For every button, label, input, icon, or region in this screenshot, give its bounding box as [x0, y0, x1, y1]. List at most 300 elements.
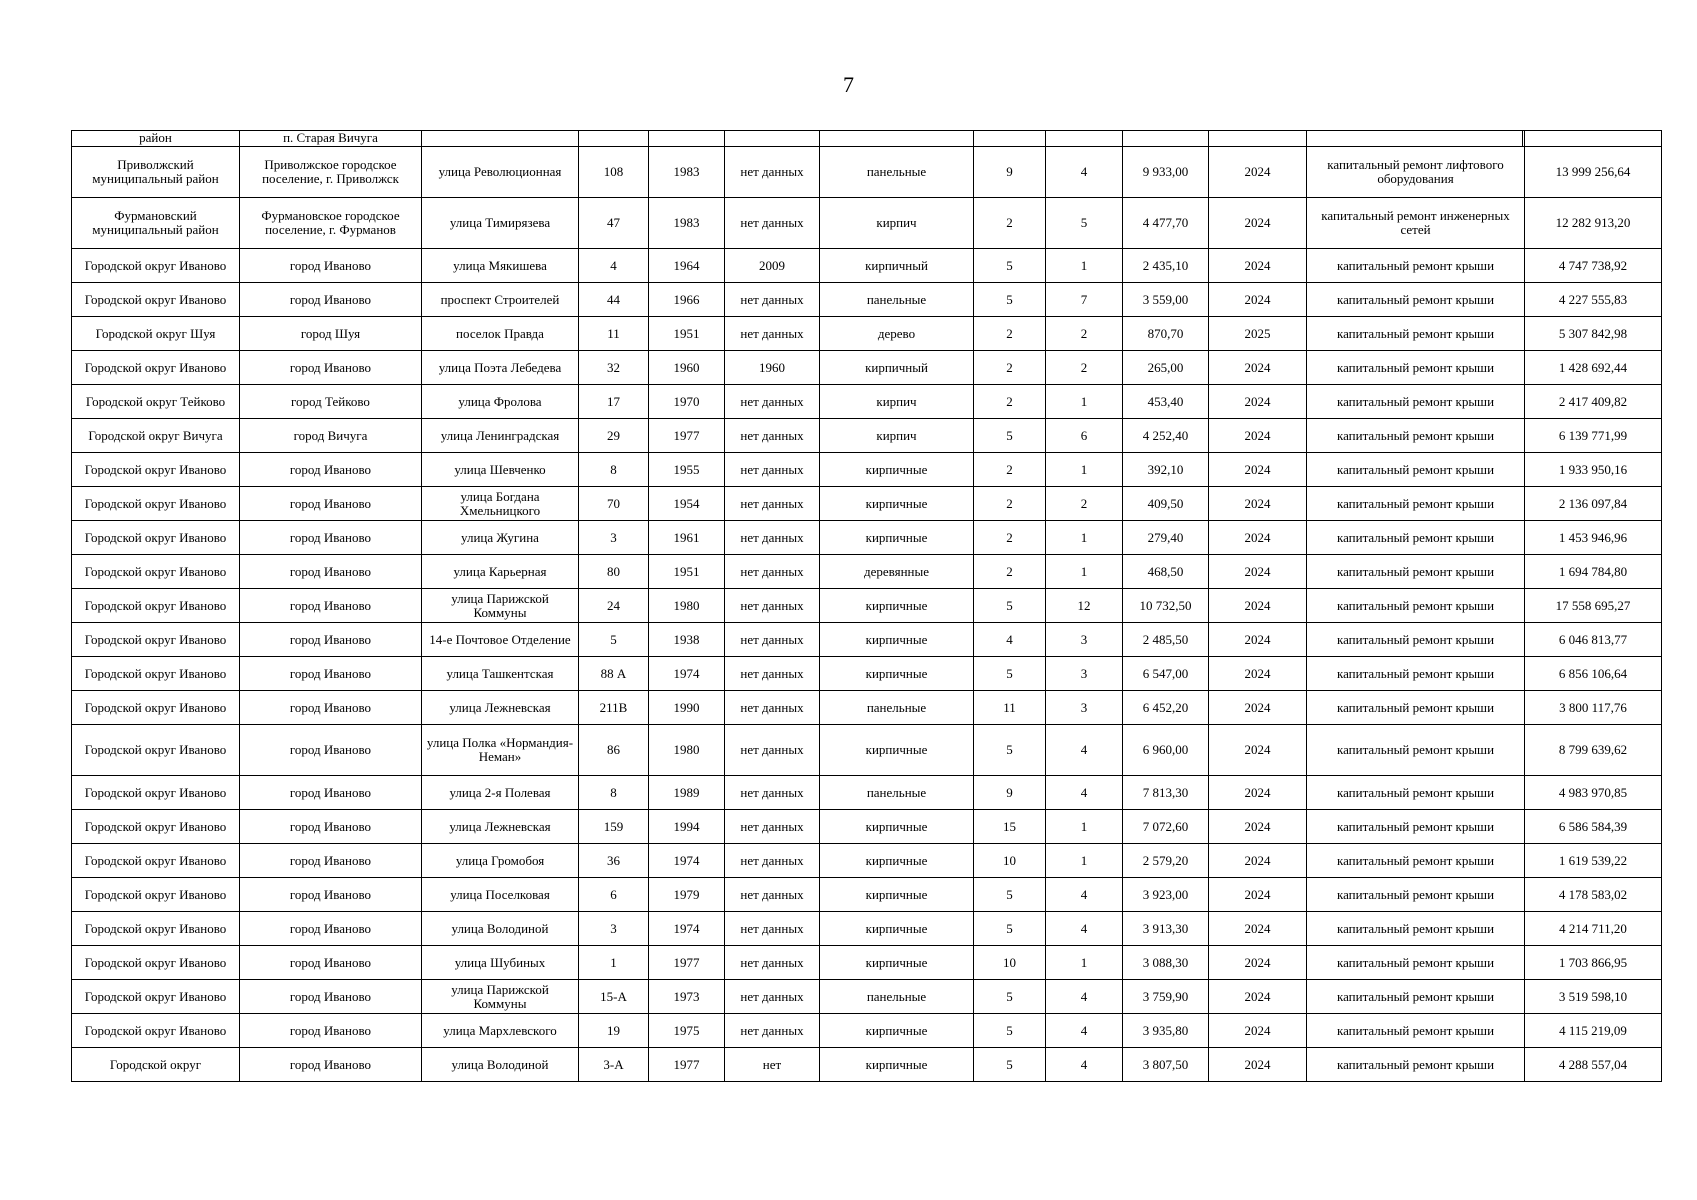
- table-cell: 4 983 970,85: [1525, 776, 1662, 810]
- table-cell: капитальный ремонт крыши: [1307, 555, 1525, 589]
- table-cell: улица Парижской Коммуны: [422, 589, 579, 623]
- table-cell: 2: [1046, 487, 1123, 521]
- table-cell: капитальный ремонт крыши: [1307, 878, 1525, 912]
- table-cell: 870,70: [1123, 317, 1209, 351]
- table-cell: 6: [1046, 419, 1123, 453]
- table-cell: 3: [1046, 657, 1123, 691]
- table-cell: 6 452,20: [1123, 691, 1209, 725]
- table-cell: 3 088,30: [1123, 946, 1209, 980]
- table-cell: капитальный ремонт крыши: [1307, 946, 1525, 980]
- table-cell: 1: [1046, 810, 1123, 844]
- table-cell: 2: [974, 198, 1046, 249]
- table-cell: [725, 131, 820, 147]
- table-cell: 265,00: [1123, 351, 1209, 385]
- table-cell: Приволжское городское поселение, г. Приволжск: [240, 147, 422, 198]
- table-cell: город Иваново: [240, 589, 422, 623]
- table-cell: капитальный ремонт крыши: [1307, 844, 1525, 878]
- table-cell: 2: [974, 351, 1046, 385]
- table-cell: нет данных: [725, 147, 820, 198]
- table-cell: капитальный ремонт крыши: [1307, 487, 1525, 521]
- table-cell: 1977: [649, 946, 725, 980]
- table-cell: 29: [579, 419, 649, 453]
- table-cell: 2024: [1209, 487, 1307, 521]
- table-cell: 2: [1046, 317, 1123, 351]
- table-cell: 5: [974, 878, 1046, 912]
- table-cell: 10: [974, 844, 1046, 878]
- table-cell: [974, 131, 1046, 147]
- table-cell: 4: [579, 249, 649, 283]
- table-cell: улица Поселковая: [422, 878, 579, 912]
- table-cell: кирпичные: [820, 589, 974, 623]
- table-cell: город Тейково: [240, 385, 422, 419]
- table-cell: улица Тимирязева: [422, 198, 579, 249]
- table-cell: 1964: [649, 249, 725, 283]
- table-cell: Городской округ Иваново: [72, 725, 240, 776]
- table-cell: 1974: [649, 657, 725, 691]
- table-cell: Городской округ Иваново: [72, 878, 240, 912]
- table-cell: город Иваново: [240, 487, 422, 521]
- table-cell: 4: [1046, 1014, 1123, 1048]
- table-cell: 2024: [1209, 912, 1307, 946]
- table-cell: 1977: [649, 1048, 725, 1082]
- table-row: [72, 844, 1662, 878]
- table-cell: 1938: [649, 623, 725, 657]
- table-cell: 2 579,20: [1123, 844, 1209, 878]
- table-cell: улица Лежневская: [422, 810, 579, 844]
- table-cell: кирпичные: [820, 487, 974, 521]
- table-cell: капитальный ремонт крыши: [1307, 419, 1525, 453]
- table-cell: кирпичные: [820, 844, 974, 878]
- table-cell: 2024: [1209, 691, 1307, 725]
- table-cell: 1960: [725, 351, 820, 385]
- table-cell: [422, 131, 579, 147]
- table-row: [72, 657, 1662, 691]
- table-cell: улица Полка «Нормандия-Неман»: [422, 725, 579, 776]
- table-cell: нет данных: [725, 555, 820, 589]
- table-cell: нет данных: [725, 946, 820, 980]
- table-cell: 5: [974, 589, 1046, 623]
- table-cell: город Иваново: [240, 810, 422, 844]
- table-cell: поселок Правда: [422, 317, 579, 351]
- table-row: [72, 776, 1662, 810]
- housing-repair-table: [71, 130, 1662, 1082]
- table-cell: 2: [1046, 351, 1123, 385]
- table-cell: Городской округ Шуя: [72, 317, 240, 351]
- table-cell: улица Фролова: [422, 385, 579, 419]
- table-cell: 7: [1046, 283, 1123, 317]
- table-cell: 10: [974, 946, 1046, 980]
- table-cell: улица Жугина: [422, 521, 579, 555]
- table-cell: 8: [579, 776, 649, 810]
- table-cell: 3 935,80: [1123, 1014, 1209, 1048]
- table-cell: 4: [1046, 912, 1123, 946]
- table-cell: [579, 131, 649, 147]
- table-cell: 4: [1046, 776, 1123, 810]
- table-cell: кирпичные: [820, 521, 974, 555]
- table-cell: город Иваново: [240, 623, 422, 657]
- table-cell: капитальный ремонт крыши: [1307, 691, 1525, 725]
- table-cell: улица Громобоя: [422, 844, 579, 878]
- table-cell: город Иваново: [240, 844, 422, 878]
- table-cell: 1994: [649, 810, 725, 844]
- table-cell: дерево: [820, 317, 974, 351]
- table-row-continued: [72, 131, 1662, 147]
- table-cell: Городской округ Иваново: [72, 623, 240, 657]
- table-cell: город Иваново: [240, 878, 422, 912]
- table-cell: 2: [974, 453, 1046, 487]
- table-cell: 9: [974, 147, 1046, 198]
- table-cell: Городской округ Иваново: [72, 946, 240, 980]
- table-cell: 5: [974, 283, 1046, 317]
- table-cell: нет данных: [725, 623, 820, 657]
- table-cell: 5: [974, 1048, 1046, 1082]
- table-cell: 2024: [1209, 946, 1307, 980]
- table-cell: 4: [1046, 878, 1123, 912]
- table-cell: кирпич: [820, 385, 974, 419]
- table-cell: 1989: [649, 776, 725, 810]
- table-cell: 5: [579, 623, 649, 657]
- table-cell: 11: [579, 317, 649, 351]
- table-cell: 12: [1046, 589, 1123, 623]
- table-cell: 24: [579, 589, 649, 623]
- table-cell: 15: [974, 810, 1046, 844]
- table-cell: улица Шевченко: [422, 453, 579, 487]
- table-cell: 1983: [649, 198, 725, 249]
- table-cell: улица Володиной: [422, 1048, 579, 1082]
- table-cell: деревянные: [820, 555, 974, 589]
- table-cell: 4 214 711,20: [1525, 912, 1662, 946]
- table-cell: нет данных: [725, 487, 820, 521]
- table-row: [72, 980, 1662, 1014]
- table-cell: улица Володиной: [422, 912, 579, 946]
- table-cell: 2024: [1209, 980, 1307, 1014]
- table-cell: кирпичные: [820, 725, 974, 776]
- table-cell: капитальный ремонт крыши: [1307, 657, 1525, 691]
- table-cell: город Иваново: [240, 725, 422, 776]
- table-cell: капитальный ремонт крыши: [1307, 385, 1525, 419]
- table-cell: 3: [579, 521, 649, 555]
- table-cell: 2024: [1209, 283, 1307, 317]
- table-cell: 1 933 950,16: [1525, 453, 1662, 487]
- table-cell: город Шуя: [240, 317, 422, 351]
- table-cell: город Иваново: [240, 980, 422, 1014]
- table-cell: нет данных: [725, 878, 820, 912]
- table-cell: 1: [1046, 555, 1123, 589]
- table-cell: [1525, 131, 1662, 147]
- table-cell: 6 046 813,77: [1525, 623, 1662, 657]
- table-cell: нет данных: [725, 810, 820, 844]
- table-cell: 2024: [1209, 419, 1307, 453]
- table-cell: 19: [579, 1014, 649, 1048]
- table-cell: 279,40: [1123, 521, 1209, 555]
- table-cell: 5: [974, 419, 1046, 453]
- table-cell: кирпич: [820, 198, 974, 249]
- table-cell: 2024: [1209, 1014, 1307, 1048]
- table-cell: 453,40: [1123, 385, 1209, 419]
- table-cell: кирпичные: [820, 878, 974, 912]
- table-cell: 11: [974, 691, 1046, 725]
- table-cell: Городской округ Иваново: [72, 555, 240, 589]
- table-cell: Городской округ Иваново: [72, 589, 240, 623]
- table-cell: [1123, 131, 1209, 147]
- table-cell: 1961: [649, 521, 725, 555]
- table-cell: город Иваново: [240, 657, 422, 691]
- table-cell: капитальный ремонт крыши: [1307, 453, 1525, 487]
- table-cell: 1 453 946,96: [1525, 521, 1662, 555]
- table-cell: нет данных: [725, 385, 820, 419]
- table-cell: кирпичные: [820, 453, 974, 487]
- table-cell: [1209, 131, 1307, 147]
- table-cell: 70: [579, 487, 649, 521]
- table-cell: 5: [974, 725, 1046, 776]
- table-cell: 2: [974, 317, 1046, 351]
- table-cell: нет данных: [725, 912, 820, 946]
- table-cell: 6: [579, 878, 649, 912]
- table-cell: Городской округ Иваново: [72, 453, 240, 487]
- table-cell: 2024: [1209, 453, 1307, 487]
- table-row: [72, 419, 1662, 453]
- table-cell: панельные: [820, 691, 974, 725]
- table-cell: 5: [974, 1014, 1046, 1048]
- table-row: [72, 555, 1662, 589]
- table-cell: 1 428 692,44: [1525, 351, 1662, 385]
- table-cell: улица Поэта Лебедева: [422, 351, 579, 385]
- table-cell: панельные: [820, 980, 974, 1014]
- table-cell: 2024: [1209, 878, 1307, 912]
- table-cell: 1974: [649, 912, 725, 946]
- table-cell: нет данных: [725, 453, 820, 487]
- table-cell: 5 307 842,98: [1525, 317, 1662, 351]
- table-cell: 4: [1046, 1048, 1123, 1082]
- table-cell: 6 960,00: [1123, 725, 1209, 776]
- table-cell: улица Лежневская: [422, 691, 579, 725]
- table-cell: Городской округ Иваново: [72, 844, 240, 878]
- table-cell: Городской округ Иваново: [72, 283, 240, 317]
- table-cell: 3 913,30: [1123, 912, 1209, 946]
- table-cell: улица Мархлевского: [422, 1014, 579, 1048]
- table-cell: 80: [579, 555, 649, 589]
- table-cell: нет данных: [725, 589, 820, 623]
- table-cell: 7 072,60: [1123, 810, 1209, 844]
- table-row: [72, 725, 1662, 776]
- table-cell: 6 139 771,99: [1525, 419, 1662, 453]
- table-cell: нет данных: [725, 725, 820, 776]
- table-cell: 32: [579, 351, 649, 385]
- table-cell: 36: [579, 844, 649, 878]
- table-cell: 1954: [649, 487, 725, 521]
- table-cell: 44: [579, 283, 649, 317]
- table-cell: нет данных: [725, 691, 820, 725]
- table-cell: 5: [1046, 198, 1123, 249]
- table-cell: 2024: [1209, 1048, 1307, 1082]
- table-row: [72, 912, 1662, 946]
- table-cell: улица 2-я Полевая: [422, 776, 579, 810]
- table-cell: 3 923,00: [1123, 878, 1209, 912]
- table-cell: проспект Строителей: [422, 283, 579, 317]
- table-cell: 1 619 539,22: [1525, 844, 1662, 878]
- table-cell: 3: [1046, 623, 1123, 657]
- table-row: [72, 283, 1662, 317]
- table-cell: панельные: [820, 147, 974, 198]
- table-cell: 3 800 117,76: [1525, 691, 1662, 725]
- table-cell: 14-е Почтовое Отделение: [422, 623, 579, 657]
- table-cell: нет: [725, 1048, 820, 1082]
- table-cell: 17: [579, 385, 649, 419]
- table-cell: Городской округ Иваново: [72, 521, 240, 555]
- table-cell: Фурмановское городское поселение, г. Фурманов: [240, 198, 422, 249]
- table-cell: 3: [1046, 691, 1123, 725]
- table-cell: 108: [579, 147, 649, 198]
- table-cell: кирпичные: [820, 946, 974, 980]
- table-cell: кирпичный: [820, 351, 974, 385]
- table-cell: 2024: [1209, 555, 1307, 589]
- table-cell: 4: [974, 623, 1046, 657]
- table-cell: кирпич: [820, 419, 974, 453]
- table-cell: 1966: [649, 283, 725, 317]
- table-cell: 1977: [649, 419, 725, 453]
- table-cell: 1: [1046, 521, 1123, 555]
- table-cell: 47: [579, 198, 649, 249]
- table-cell: Городской округ Иваново: [72, 980, 240, 1014]
- table-cell: 1: [1046, 946, 1123, 980]
- table-cell: 4 178 583,02: [1525, 878, 1662, 912]
- table-cell: Городской округ Иваново: [72, 1014, 240, 1048]
- table-cell: нет данных: [725, 283, 820, 317]
- table-cell: улица Парижской Коммуны: [422, 980, 579, 1014]
- table-cell: капитальный ремонт крыши: [1307, 725, 1525, 776]
- table-cell: Городской округ Иваново: [72, 810, 240, 844]
- table-cell: город Иваново: [240, 946, 422, 980]
- table-row: [72, 351, 1662, 385]
- table-cell: 9: [974, 776, 1046, 810]
- table-cell: 2009: [725, 249, 820, 283]
- table-cell: улица Ташкентская: [422, 657, 579, 691]
- table-cell: Фурмановский муниципальный район: [72, 198, 240, 249]
- table-cell: 9 933,00: [1123, 147, 1209, 198]
- table-cell: город Иваново: [240, 249, 422, 283]
- table-cell: кирпичные: [820, 623, 974, 657]
- table-cell: капитальный ремонт крыши: [1307, 589, 1525, 623]
- table-cell: 3 519 598,10: [1525, 980, 1662, 1014]
- table-cell: нет данных: [725, 980, 820, 1014]
- table-cell: 4: [1046, 980, 1123, 1014]
- table-row: [72, 623, 1662, 657]
- table-cell: 13 999 256,64: [1525, 147, 1662, 198]
- table-cell: 2: [974, 521, 1046, 555]
- table-cell: 2: [974, 555, 1046, 589]
- table-cell: кирпичные: [820, 810, 974, 844]
- table-cell: 1955: [649, 453, 725, 487]
- table-cell: 1 703 866,95: [1525, 946, 1662, 980]
- table-cell: 5: [974, 980, 1046, 1014]
- table-row: [72, 147, 1662, 198]
- table-cell: Городской округ Иваново: [72, 691, 240, 725]
- table-cell: город Иваново: [240, 283, 422, 317]
- table-cell: 2: [974, 385, 1046, 419]
- table-cell: капитальный ремонт инженерных сетей: [1307, 198, 1525, 249]
- table-cell: 2: [974, 487, 1046, 521]
- table-cell: 86: [579, 725, 649, 776]
- table-cell: 15-А: [579, 980, 649, 1014]
- table-cell: нет данных: [725, 198, 820, 249]
- table-cell: 2024: [1209, 385, 1307, 419]
- table-cell: 3 559,00: [1123, 283, 1209, 317]
- table-cell: улица Революционная: [422, 147, 579, 198]
- table-cell: нет данных: [725, 844, 820, 878]
- table-row: [72, 198, 1662, 249]
- table-cell: 3-А: [579, 1048, 649, 1082]
- table-row: [72, 1048, 1662, 1082]
- table-cell: город Иваново: [240, 555, 422, 589]
- table-cell: 1951: [649, 317, 725, 351]
- table-cell: Городской округ Тейково: [72, 385, 240, 419]
- table-cell: 17 558 695,27: [1525, 589, 1662, 623]
- table-cell: 1: [1046, 453, 1123, 487]
- table-cell: 2024: [1209, 657, 1307, 691]
- page-number: 7: [843, 72, 854, 97]
- table-cell: 1960: [649, 351, 725, 385]
- table-row: [72, 317, 1662, 351]
- table-cell: 2024: [1209, 623, 1307, 657]
- table-row: [72, 691, 1662, 725]
- table-cell: кирпичные: [820, 912, 974, 946]
- table-cell: город Иваново: [240, 521, 422, 555]
- table-cell: нет данных: [725, 317, 820, 351]
- table-cell: 392,10: [1123, 453, 1209, 487]
- table-cell: 3 807,50: [1123, 1048, 1209, 1082]
- table-cell: 2 485,50: [1123, 623, 1209, 657]
- table-cell: панельные: [820, 776, 974, 810]
- table-row: [72, 487, 1662, 521]
- table-cell: капитальный ремонт крыши: [1307, 249, 1525, 283]
- table-cell: 1973: [649, 980, 725, 1014]
- table-cell: капитальный ремонт крыши: [1307, 1048, 1525, 1082]
- table-cell: 6 547,00: [1123, 657, 1209, 691]
- table-row: [72, 878, 1662, 912]
- table-cell: 2025: [1209, 317, 1307, 351]
- table-cell: 7 813,30: [1123, 776, 1209, 810]
- table-cell: 12 282 913,20: [1525, 198, 1662, 249]
- table-row: [72, 385, 1662, 419]
- table-cell: Городской округ Иваново: [72, 351, 240, 385]
- table-cell: кирпичный: [820, 249, 974, 283]
- table-cell: 2024: [1209, 147, 1307, 198]
- table-cell: 2 435,10: [1123, 249, 1209, 283]
- table-cell: панельные: [820, 283, 974, 317]
- table-cell: п. Старая Вичуга: [240, 131, 422, 147]
- table-cell: город Вичуга: [240, 419, 422, 453]
- table-cell: 2024: [1209, 844, 1307, 878]
- table-cell: город Иваново: [240, 453, 422, 487]
- table-cell: 3 759,90: [1123, 980, 1209, 1014]
- table-cell: Городской округ: [72, 1048, 240, 1082]
- table-cell: Городской округ Вичуга: [72, 419, 240, 453]
- table-cell: капитальный ремонт крыши: [1307, 980, 1525, 1014]
- table-cell: 88 А: [579, 657, 649, 691]
- table-cell: 2024: [1209, 810, 1307, 844]
- table-cell: капитальный ремонт лифтового оборудования: [1307, 147, 1525, 198]
- table-row: [72, 453, 1662, 487]
- table-row: [72, 1014, 1662, 1048]
- table-cell: 4 288 557,04: [1525, 1048, 1662, 1082]
- table-cell: город Иваново: [240, 776, 422, 810]
- table-cell: капитальный ремонт крыши: [1307, 776, 1525, 810]
- table-cell: 1951: [649, 555, 725, 589]
- table-row: [72, 946, 1662, 980]
- table-cell: 4 227 555,83: [1525, 283, 1662, 317]
- table-cell: город Иваново: [240, 912, 422, 946]
- table-cell: 5: [974, 249, 1046, 283]
